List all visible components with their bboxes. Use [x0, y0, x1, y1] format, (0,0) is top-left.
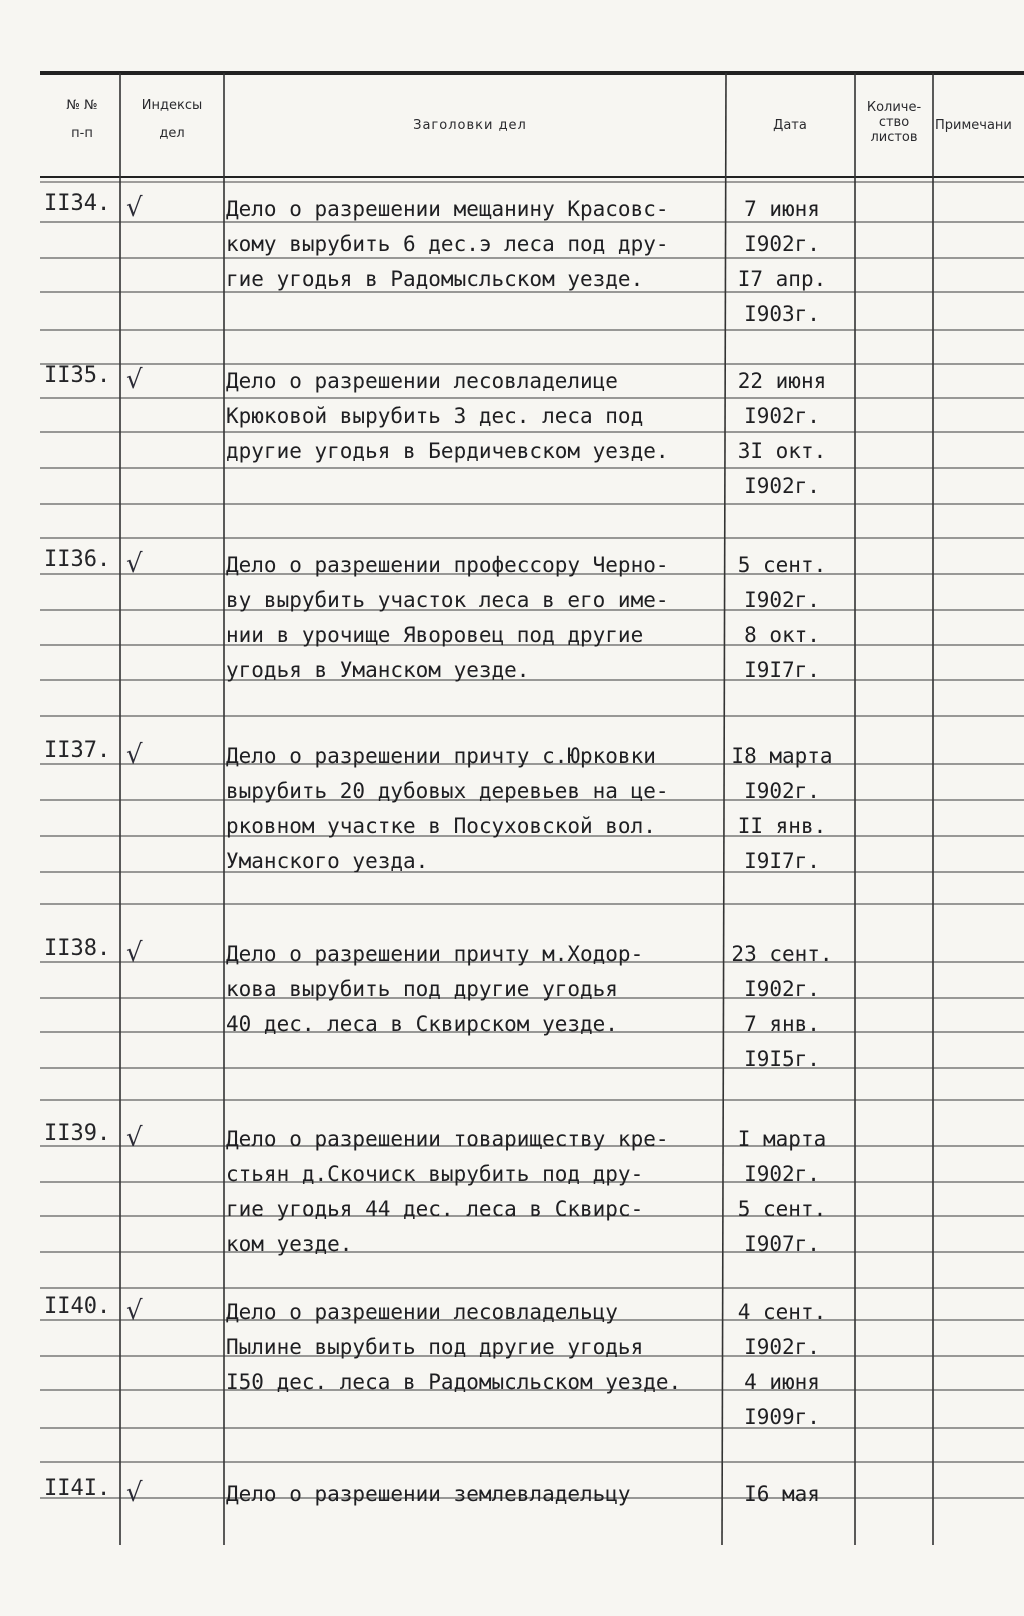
record-title-line: ву вырубить участок леса в его име-: [226, 588, 669, 612]
record-title-line: ком уезде.: [226, 1232, 353, 1256]
record-check-mark: √: [126, 1296, 143, 1326]
record-check-mark: √: [126, 1123, 143, 1153]
record-title-line: Дело о разрешении причту с.Юрковки: [226, 744, 656, 768]
record-date-line: 4 июня: [744, 1370, 820, 1394]
record-date-line: I902г.: [744, 1335, 820, 1359]
header-index-col: [122, 98, 222, 142]
record-number: II36.: [44, 547, 111, 572]
record-date-line: I8 марта: [731, 744, 833, 768]
header-number-line-2: п-п: [71, 126, 93, 141]
record-date-line: 3I окт.: [737, 439, 827, 463]
record-date-line: 8 окт.: [744, 623, 820, 647]
record-title-line: вырубить 20 дубовых деревьев на це-: [226, 779, 669, 803]
record-check-mark: √: [126, 938, 143, 968]
record-number: II4I.: [44, 1476, 111, 1501]
record-date-line: I9I5г.: [744, 1047, 820, 1071]
record-date-line: I902г.: [744, 1162, 820, 1186]
record-date-line: I909г.: [744, 1405, 820, 1429]
record-date-line: 7 янв.: [744, 1012, 820, 1036]
record-date-line: 23 сент.: [731, 942, 833, 966]
record-title-line: Дело о разрешении профессору Черно-: [226, 553, 669, 577]
record-title-line: Дело о разрешении лесовладельцу: [226, 1300, 618, 1324]
header-sheets-line-3: листов: [870, 130, 918, 145]
record-date-line: I марта: [737, 1127, 827, 1151]
record-number: II40.: [44, 1294, 111, 1319]
record-number: II35.: [44, 363, 111, 388]
record-title-line: I50 дес. леса в Радомысльском уезде.: [226, 1370, 682, 1394]
record-date-line: I902г.: [744, 779, 820, 803]
record-title-line: Крюковой вырубить 3 дес. леса под: [226, 404, 644, 428]
record-date-line: I7 апр.: [737, 267, 827, 291]
record-date-line: I902г.: [744, 588, 820, 612]
header-notes-col: Примечани: [935, 118, 1012, 133]
record-title-line: рковном участке в Посуховской вол.: [226, 814, 656, 838]
record-title-line: Дело о разрешении землевладельцу: [226, 1482, 631, 1506]
record-check-mark: √: [126, 549, 143, 579]
header-title-col: Заголовки дел: [413, 118, 527, 133]
header-sheets-line-1: Количе-: [866, 100, 922, 115]
record-date-line: I902г.: [744, 977, 820, 1001]
record-date-line: II янв.: [737, 814, 827, 838]
header-index-line-2: дел: [159, 126, 185, 141]
header-index-line-1: Индексы: [141, 98, 203, 113]
record-date-line: I9I7г.: [744, 849, 820, 873]
record-date-line: I902г.: [744, 232, 820, 256]
record-title-line: 40 дес. леса в Сквирском уезде.: [226, 1012, 618, 1036]
record-date-line: I903г.: [744, 302, 820, 326]
record-title-line: другие угодья в Бердичевском уезде.: [226, 439, 669, 463]
record-title-line: Дело о разрешении причту м.Ходор-: [226, 942, 644, 966]
header-number-col: [44, 98, 120, 142]
record-date-line: 4 сент.: [737, 1300, 827, 1324]
record-title-line: гие угодья в Радомысльском уезде.: [226, 267, 644, 291]
header-sheets-col: [856, 100, 932, 145]
record-date-line: 7 июня: [744, 197, 820, 221]
record-number: II37.: [44, 738, 111, 763]
record-title-line: гие угодья 44 дес. леса в Сквирс-: [226, 1197, 644, 1221]
record-number: II34.: [44, 191, 111, 216]
record-title-line: Дело о разрешении лесовладелице: [226, 369, 618, 393]
record-title-line: Уманского уезда.: [226, 849, 429, 873]
header-sheets-line-2: ство: [878, 115, 910, 130]
header-number-line-1: № №: [66, 98, 98, 113]
record-title-line: Дело о разрешении товариществу кре-: [226, 1127, 669, 1151]
record-date-line: I902г.: [744, 404, 820, 428]
record-date-line: 22 июня: [737, 369, 827, 393]
record-date-line: I902г.: [744, 474, 820, 498]
record-date-line: 5 сент.: [737, 1197, 827, 1221]
record-date-line: I907г.: [744, 1232, 820, 1256]
header-date-col: Дата: [773, 118, 807, 133]
record-date-line: 5 сент.: [737, 553, 827, 577]
record-check-mark: √: [126, 1478, 143, 1508]
record-title-line: Пылине вырубить под другие угодья: [226, 1335, 644, 1359]
record-title-line: угодья в Уманском уезде.: [226, 658, 530, 682]
col-divider-3: [722, 73, 726, 1545]
record-date-line: I9I7г.: [744, 658, 820, 682]
record-check-mark: √: [126, 740, 143, 770]
record-check-mark: √: [126, 193, 143, 223]
record-title-line: кова вырубить под другие угодья: [226, 977, 618, 1001]
record-check-mark: √: [126, 365, 143, 395]
record-title-line: стьян д.Скочиск вырубить под дру-: [226, 1162, 644, 1186]
record-title-line: нии в урочище Яворовец под другие: [226, 623, 644, 647]
record-date-line: I6 мая: [744, 1482, 820, 1506]
record-title-line: кому вырубить 6 дес.э леса под дру-: [226, 232, 669, 256]
record-number: II39.: [44, 1121, 111, 1146]
record-title-line: Дело о разрешении мещанину Красовс-: [226, 197, 669, 221]
record-number: II38.: [44, 936, 111, 961]
